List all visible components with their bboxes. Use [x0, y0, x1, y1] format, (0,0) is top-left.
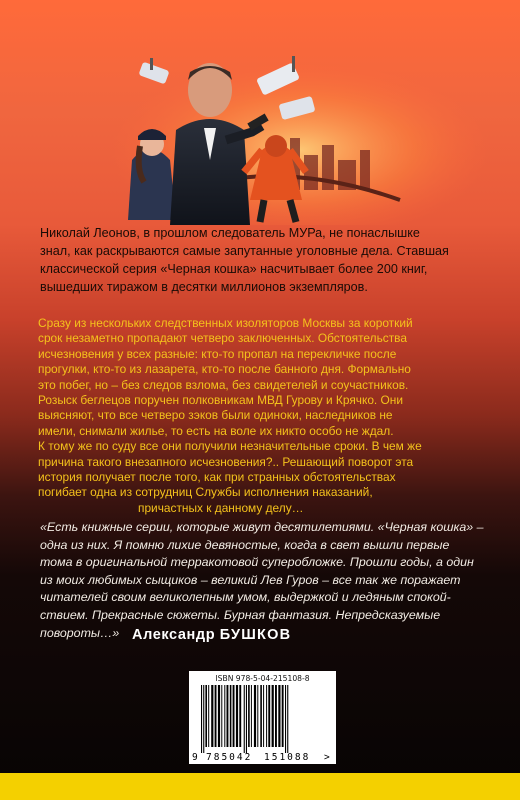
isbn-label: ISBN 978-5-04-215108-8 — [215, 674, 310, 683]
quote-line: из моих любимых сыщиков – великий Лев Гуров – все так же поражает — [40, 572, 461, 587]
synopsis-line: причина такого внезапного исчезновения?.. Решающий поворот эта — [38, 454, 414, 469]
barcode-bar — [246, 685, 247, 753]
barcode-bar — [230, 685, 232, 747]
quote-line: тома в оригинальной терракотовой суперобложке. Прошли годы, а один — [40, 555, 474, 570]
quote-line: одна из них. Я помню лихие девяностые, когда в свет вышли первые — [40, 537, 450, 552]
barcode-bar — [227, 685, 229, 747]
synopsis-line: Розыск беглецов поручен полковникам МВД Гурову и Крячко. Они — [38, 393, 403, 408]
barcode-digit-first: 9 — [192, 752, 198, 763]
barcode-bar — [248, 685, 250, 747]
blurb-line: знал, как раскрываются самые запутанные уголовные дела. Ставшая — [40, 244, 449, 258]
barcode-bar — [272, 685, 274, 747]
security-camera-icon — [138, 58, 169, 84]
barcode-bar — [208, 685, 209, 747]
author-quote — [40, 519, 500, 642]
barcode-bar — [201, 685, 202, 753]
barcode-bar — [236, 685, 238, 747]
quote-author — [132, 627, 291, 643]
synopsis-line: исчезновения у всех разные: кто-то пропал на перекличке после — [38, 346, 397, 361]
barcode-bar — [268, 685, 270, 747]
barcode-bar — [233, 685, 235, 747]
plot-synopsis — [38, 316, 498, 516]
isbn-barcode — [189, 671, 336, 764]
barcode-bar — [285, 685, 286, 753]
barcode-bar — [260, 685, 262, 747]
quote-line: читателей своим великолепным умом, выдержкой и ледяным спокой- — [40, 590, 451, 605]
barcode-bars — [201, 685, 288, 753]
barcode-bar — [257, 685, 258, 747]
bottom-color-strip — [0, 773, 520, 800]
barcode-bar — [282, 685, 284, 747]
synopsis-line: срок незаметно пропадают четверо заключенных. Обстоятельства — [38, 331, 407, 346]
synopsis-line: К тому же по суду все они получили незначительные сроки. В чем же — [38, 439, 422, 454]
synopsis-line: прогулки, кто-то из лазарета, кто-то после банного дня. Формально — [38, 362, 411, 377]
barcode-bar — [251, 685, 252, 747]
barcode-bar — [205, 685, 207, 747]
synopsis-line: выясняют, что все четверо зэков были одиноки, наследников не — [38, 408, 393, 423]
blurb-line: вышедших тиражом в десятки миллионов экземпляров. — [40, 280, 368, 294]
barcode-bar — [218, 685, 220, 747]
barcode-arrow: > — [324, 752, 330, 763]
author-last-name: БУШКОВ — [219, 627, 292, 643]
barcode-graphic — [189, 671, 336, 764]
cover-illustration — [0, 0, 520, 225]
barcode-bar — [266, 685, 267, 747]
barcode-bar — [244, 685, 245, 753]
barcode-bar — [239, 685, 241, 747]
synopsis-line: история получает после того, как при странных обстоятельствах — [38, 470, 396, 485]
barcode-bar — [224, 685, 225, 747]
synopsis-line: погибает одна из сотрудниц Службы исполнения наказаний, — [38, 485, 373, 500]
barcode-bar — [215, 685, 217, 747]
quote-line: повороты…» — [40, 625, 120, 640]
synopsis-line: это побег, но – без следов взлома, без свидетелей и соучастников. — [38, 377, 409, 392]
barcode-bar — [278, 685, 280, 747]
series-blurb — [40, 224, 490, 296]
blurb-line: классической серия «Черная кошка» насчитывает более 200 книг, — [40, 262, 428, 276]
quote-line: ствием. Прекрасные сюжеты. Бурная фантазия. Непредсказуемые — [40, 607, 441, 622]
synopsis-line: причастных к данному делу… — [138, 500, 304, 515]
barcode-bar — [211, 685, 213, 747]
barcode-bar — [203, 685, 204, 753]
quote-line: «Есть книжные серии, которые живут десятилетиями. «Черная кошка» – — [40, 520, 484, 534]
barcode-bar — [287, 685, 288, 753]
blurb-line: Николай Леонов, в прошлом следователь МУРа, не понаслышке — [40, 226, 420, 240]
author-first-name: Александр — [132, 627, 216, 643]
barcode-bar — [275, 685, 277, 747]
barcode-bar — [221, 685, 222, 747]
synopsis-line: Сразу из нескольких следственных изоляторов Москвы за короткий — [38, 316, 413, 330]
synopsis-line: имели, снимали жилье, то есть на воле их никто особо не ждал. — [38, 423, 394, 438]
barcode-digits-left: 785042 — [206, 752, 253, 763]
barcode-bar — [254, 685, 256, 747]
barcode-digits-right: 151088 — [264, 752, 311, 763]
barcode-bar — [263, 685, 264, 747]
